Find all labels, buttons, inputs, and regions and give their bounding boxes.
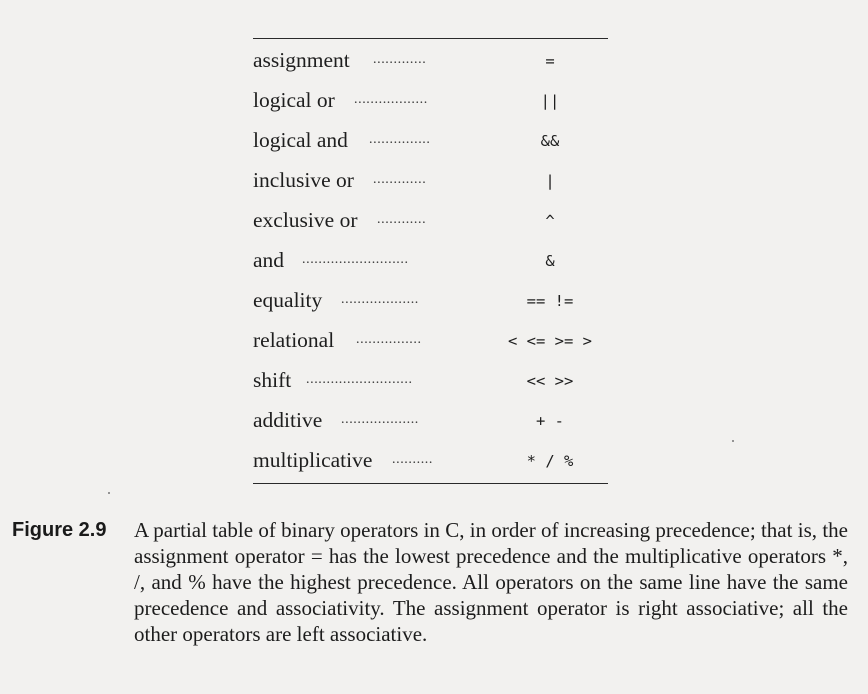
operator-symbols: < <= >= > [508, 332, 592, 350]
operator-class-name: logical and [253, 128, 348, 152]
dot-leader: ................... [341, 292, 419, 307]
operator-row [253, 80, 613, 120]
dot-leader: .................. [354, 92, 428, 107]
operator-class-name: exclusive or [253, 208, 358, 232]
operator-row [253, 200, 613, 240]
figure-number: Figure 2.9 [12, 519, 107, 541]
scan-speck [732, 440, 734, 442]
operator-row [253, 160, 613, 200]
operator-class-name: equality [253, 288, 323, 312]
operator-class-name: multiplicative [253, 448, 373, 472]
operator-class-name: inclusive or [253, 168, 354, 192]
operator-class-name: additive [253, 408, 323, 432]
operator-row [253, 320, 613, 360]
operator-row [253, 400, 613, 440]
operator-row [253, 40, 613, 80]
caption-text: A partial table of binary operators in C, in order of increasing precedence; that is, the assignment operator = has the lowest precedence and the multiplicative operators *, /, and % have the highest precedence. All operators on the same line have the same precedence and associativity. The assignment operator is right associative; all the other operators are left associative. [134, 518, 848, 646]
dot-leader: ............. [373, 172, 427, 187]
operator-symbols: | [545, 172, 555, 190]
dot-leader: .......................... [306, 372, 413, 387]
dot-leader: ............... [369, 132, 431, 147]
dot-leader: .......................... [302, 252, 409, 267]
operator-class-name: logical or [253, 88, 335, 112]
operator-symbols: * / % [526, 452, 574, 470]
operator-row [253, 120, 613, 160]
dot-leader: .......... [392, 452, 433, 467]
dot-leader: ................ [356, 332, 422, 347]
operator-symbols: || [540, 92, 560, 110]
operator-symbols: + - [536, 412, 564, 430]
table-bottom-rule [253, 483, 608, 484]
table-top-rule [253, 38, 608, 39]
operator-row [253, 240, 613, 280]
operator-symbols: = [545, 52, 555, 70]
operator-symbols: && [540, 132, 560, 150]
operator-symbols: ^ [545, 212, 555, 230]
operator-class-name: shift [253, 368, 292, 392]
dot-leader: ............ [377, 212, 427, 227]
operator-row [253, 360, 613, 400]
scan-speck [108, 492, 110, 494]
dot-leader: ................... [341, 412, 419, 427]
operator-class-name: assignment [253, 48, 350, 72]
operator-symbols: == != [526, 292, 574, 310]
operator-class-name: relational [253, 328, 335, 352]
operator-row [253, 440, 613, 480]
operator-row [253, 280, 613, 320]
operator-symbols: << >> [526, 372, 574, 390]
operator-precedence-table [253, 40, 613, 480]
dot-leader: ............. [373, 52, 427, 67]
operator-symbols: & [545, 252, 555, 270]
operator-class-name: and [253, 248, 285, 272]
